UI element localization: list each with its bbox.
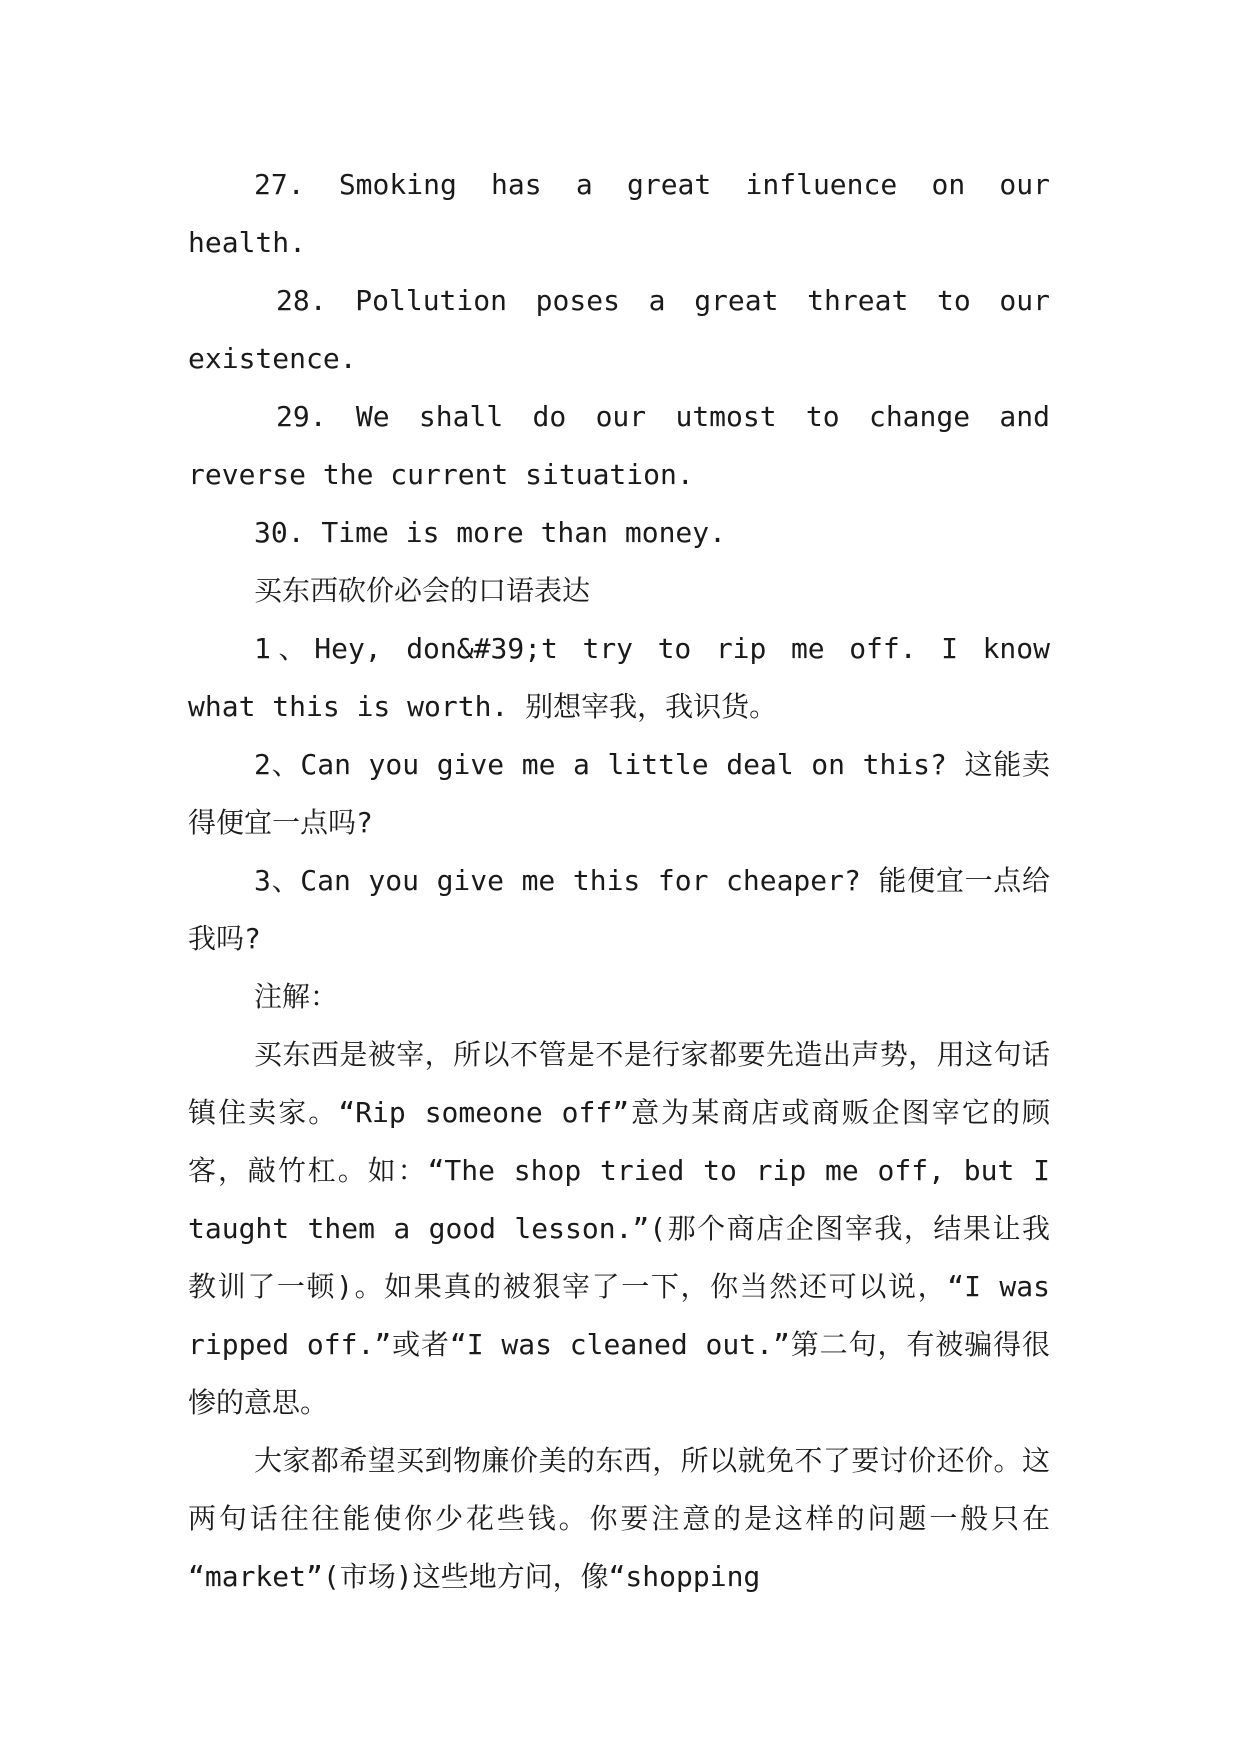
- notes-label: 注解：: [254, 980, 339, 1013]
- notes-paragraph-2: 大家都希望买到物廉价美的东西，所以就免不了要讨价还价。这两句话往往能使你少花些钱。你要注意的是这样的问题一般只在 “market”(市场)这些地方问，像“shopping: [188, 1444, 1050, 1593]
- paragraph-29: 29. We shall do our utmost to change and reverse the current situation.: [188, 400, 1050, 491]
- phrase-3: 3、Can you give me this for cheaper? 能便宜一点给我吗?: [188, 864, 1050, 955]
- document-body: [188, 156, 1050, 1606]
- phrase-2: 2、Can you give me a little deal on this? 这能卖得便宜一点吗?: [188, 748, 1050, 839]
- notes-paragraph-1: 买东西是被宰，所以不管是不是行家都要先造出声势，用这句话镇住卖家。“Rip someone off”意为某商店或商贩企图宰它的顾客，敲竹杠。如：“The shop tried to rip me off, but I taught them a good lesson.”(那个商店企图宰我，结果让我教训了一顿)。如果真的被狠宰了一下，你当然还可以说，“I was ripped off.”或者“I was cleaned out.”第二句，有被骗得很惨的意思。: [188, 1038, 1050, 1419]
- paragraph-30: 30. Time is more than money.: [254, 516, 727, 549]
- section-heading: 买东西砍价必会的口语表达: [254, 574, 591, 607]
- phrase-1: 1、Hey, don&#39;t try to rip me off. I know what this is worth. 别想宰我，我识货。: [188, 632, 1050, 723]
- paragraph-28: 28. Pollution poses a great threat to our existence.: [188, 284, 1050, 375]
- paragraph-27: 27. Smoking has a great influence on our health.: [188, 168, 1050, 259]
